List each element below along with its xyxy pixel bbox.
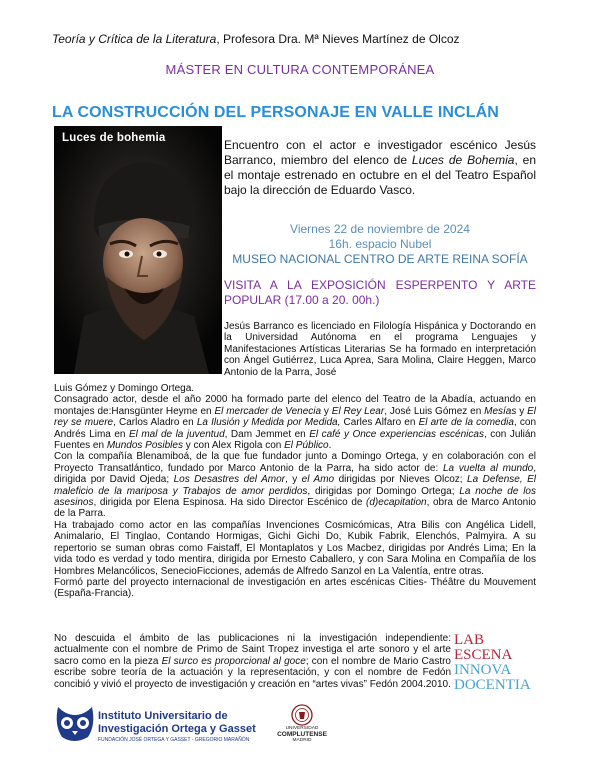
bio-paragraph-3: Con la compañía Blenamiboá, de la que fue fundador junto a Domingo Ortega, y en colaboración con el Proyecto Transatlántico, fundado por Marco Antonio de la Parra, ha sido actor de: La vuelta al mundo, dirigida por David Ojeda; Los Desastres del Amor, y el Amo dirigidas por Nieves Olcoz; La Defense, El maleficio de la mariposa y Trabajos de amor perdidos, dirigidas por Domingo Ortega; La noche de los asesinos, dirigida por Elena Espinosa. Ha sido Director Escénico de (d)ecapitation, obra de Marco Antonio de la Parra. [54, 451, 536, 520]
complutense-name [272, 726, 332, 744]
exhibition-visit: VISITA A LA EXPOSICIÓN ESPERPENTO Y ARTE POPULAR (17.00 a 20. 00h.) [224, 278, 536, 307]
lab-logo-line-2: ESCENA [454, 647, 513, 663]
lab-logo-line-1: LAB [454, 632, 484, 648]
event-date: Viernes 22 de noviembre de 2024 [290, 222, 470, 236]
lab-logo-line-3: INNOVA [454, 662, 512, 678]
bio-paragraph-1-end: Luis Gómez y Domingo Ortega. [54, 383, 195, 394]
ucm-line-2: COMPLUTENSE [277, 731, 327, 738]
event-venue: MUSEO NACIONAL CENTRO DE ARTE REINA SOFÍA [232, 252, 528, 266]
institute-logo-graphic [54, 703, 269, 745]
institute-logo-line-3: FUNDACIÓN JOSÉ ORTEGA Y GASSET - GREGORIO MARAÑÓN [98, 737, 250, 743]
intro-text-1: Encuentro con el actor e investigador escénico Jesús Barranco, miembro del elenco de [224, 138, 536, 167]
page-title: LA CONSTRUCCIÓN DEL PERSONAJE EN VALLE INCLÁN [52, 104, 499, 121]
intro-play-title: Luces de Bohemia [411, 153, 515, 167]
event-details [224, 222, 536, 267]
actor-photo [54, 126, 222, 374]
lab-logo-line-4: DOCENTIA [454, 677, 531, 693]
actor-portrait-illustration [54, 126, 222, 374]
ucm-line-1: UNIVERSIDAD [285, 726, 319, 731]
owl-icon [57, 707, 94, 741]
course-name: Teoría y Crítica de la Literatura [52, 32, 217, 46]
institute-logo-line-1: Instituto Universitario de [98, 710, 228, 722]
ucm-line-3: MADRID [292, 738, 312, 743]
bio-paragraph-5: Formó parte del proyecto internacional de investigación en artes escénicas Cities- Théâtre du Mouvement (España-Francia). [54, 576, 536, 600]
bio-paragraph-1: Jesús Barranco es licenciado en Filología Hispánica y Doctorando en la Universidad Autónoma en el programa Lenguajes y Manifestaciones Artísticas Literarias Se ha formado en interpretación con Ángel Gutiérrez, Luca Aprea, Sara Molina, Claire Heggen, Marco Antonio de la Parra, José [224, 321, 536, 378]
institute-logo [54, 703, 269, 745]
professor-name: , Profesora Dra. Mª Nieves Martínez de Olcoz [216, 32, 460, 46]
bio-body [54, 383, 536, 600]
intro-paragraph [224, 138, 536, 198]
complutense-seal-icon [272, 704, 332, 726]
bio-paragraph-6: No descuida el ámbito de las publicaciones ni la investigación independiente: actualmente con el nombre de Primo de Saint Tropez investiga el arte sonoro y el arte sacro como en la pieza El surco es proporcional al goce; con el nombre de Mario Castro escribe sobre teoría de la actuación y la representación, y con el nombre de Fedón concibió y vivió el proyecto de investigación y creación en “artes vivas” Fedón 2004.2010. [54, 633, 451, 690]
bio-paragraph-4: Ha trabajado como actor en las compañías Invenciones Cosmicómicas, Atra Bilis con Angélica Lidell, Animalario, El Tinglao, Contando Hormigas, Gichi Gichi Do, Kubik Fabrik, Elenchós, Palmyira. A su repertorio se suman obras como Faistaff, El Montaplatos y Los Macbez, dirigidas por Andrés Lima; En la vida todo es verdad y todo mentira, dirigida por Ernesto Caballero, y con Sara Molina en Compañía de los Hombres Melancólicos, SenecioFicciones, además de Alfredo Sanzol en La Valentía, entre otras. [54, 519, 536, 577]
lab-escena-logo [454, 633, 536, 693]
header-line [52, 32, 460, 46]
complutense-logo [272, 704, 332, 754]
photo-caption: Luces de bohemia [62, 132, 166, 144]
bio-paragraph-2: Consagrado actor, desde el año 2000 ha formado parte del elenco del Teatro de la Abadía, actuando en montajes de:Hansgünter Heyme en El mercader de Venecia y El Rey Lear, José Luis Gómez en Mesías y El rey se muere, Carlos Aladro en La Ilusión y Medida por Medida, Carles Alfaro en El arte de la comedia, con Andrés Lima en El mal de la juventud, Dam Jemmet en El café y Once experiencias escénicas, con Julián Fuentes en Mundos Posibles y con Alex Rigola con El Público. [54, 394, 537, 452]
event-time: 16h. espacio Nubel [328, 237, 432, 251]
institute-logo-line-2: Investigación Ortega y Gasset [98, 723, 256, 735]
intro-text-2: , en el montaje estrenado en octubre en el del Teatro Español bajo la dirección de Eduardo Vasco. [224, 153, 537, 197]
master-title: MÁSTER EN CULTURA CONTEMPORÁNEA [165, 62, 435, 77]
